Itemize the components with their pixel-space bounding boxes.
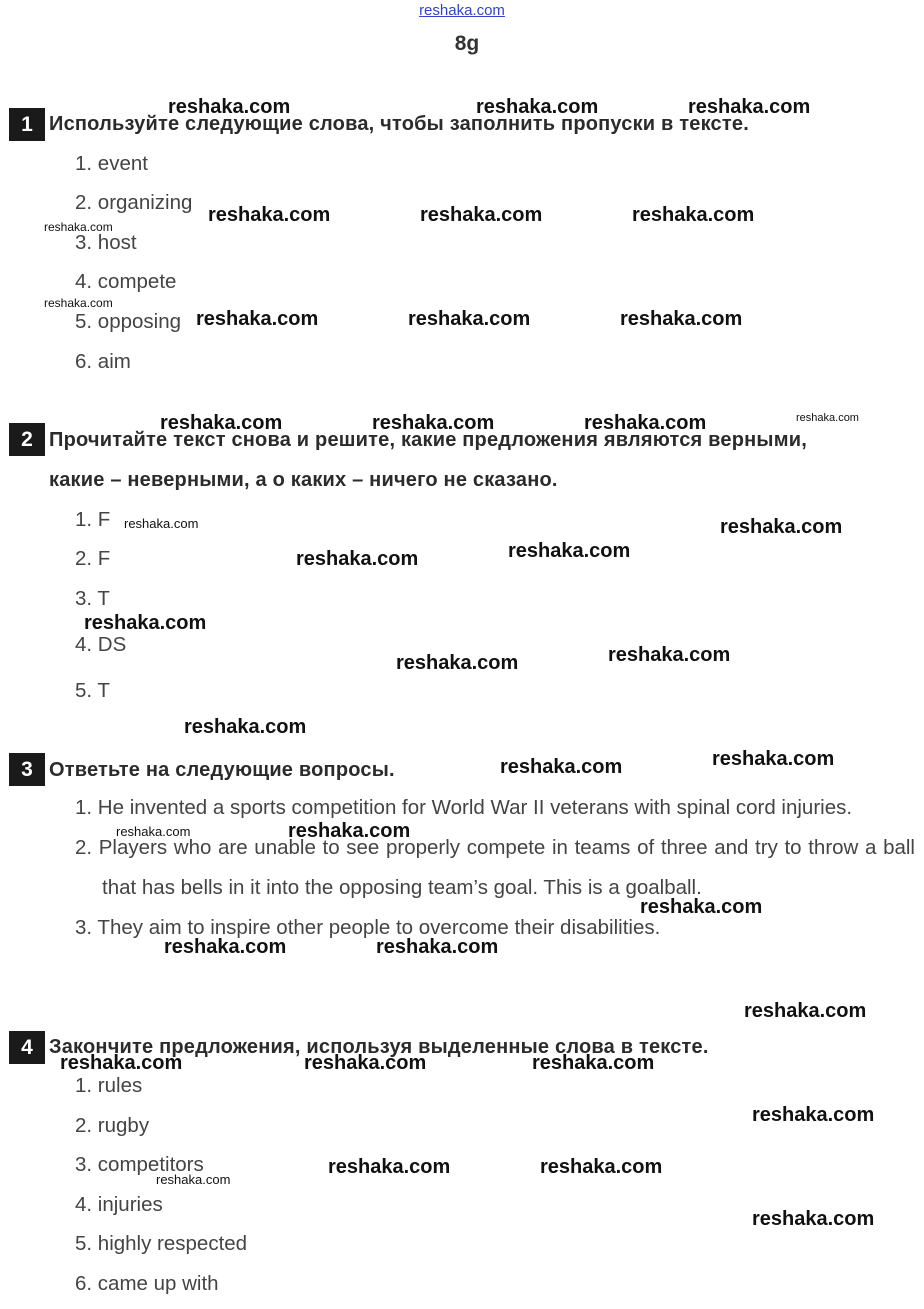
task-1-item: 2. organizing <box>75 191 193 214</box>
task-1-heading: Используйте следующие слова, чтобы заполнить пропуски в тексте. <box>49 113 749 135</box>
watermark: reshaka.com <box>540 1156 663 1178</box>
task-2-item: 1. F <box>75 508 111 531</box>
watermark: reshaka.com <box>296 548 419 570</box>
watermark: reshaka.com <box>60 1052 183 1074</box>
task-3-number: 3 <box>9 753 45 786</box>
task-2-heading-line2: какие – неверными, а о каких – ничего не сказано. <box>49 469 558 491</box>
watermark: reshaka.com <box>476 96 599 118</box>
task-2-heading-line1: Прочитайте текст снова и решите, какие предложения являются верными, <box>49 429 807 451</box>
watermark: reshaka.com <box>196 308 319 330</box>
watermark: reshaka.com <box>304 1052 427 1074</box>
watermark: reshaka.com <box>744 1000 867 1022</box>
task-4-item: 5. highly respected <box>75 1232 248 1255</box>
watermark: reshaka.com <box>712 748 835 770</box>
task-2-item: 2. F <box>75 547 111 570</box>
watermark: reshaka.com <box>752 1104 875 1126</box>
task-2-item: 5. T <box>75 679 110 702</box>
task-1-number: 1 <box>9 108 45 141</box>
page-title: 8g <box>454 32 480 55</box>
watermark: reshaka.com <box>420 204 543 226</box>
watermark-small: reshaka.com <box>796 412 859 424</box>
task-3-answer: 3. They aim to inspire other people to overcome their disabilities. <box>75 916 661 939</box>
task-4-heading: Закончите предложения, используя выделенные слова в тексте. <box>49 1036 709 1058</box>
task-4-item: 1. rules <box>75 1074 143 1097</box>
site-link[interactable]: reshaka.com <box>419 2 505 19</box>
watermark: reshaka.com <box>164 936 287 958</box>
watermark: reshaka.com <box>508 540 631 562</box>
task-3-answer: 2. Players who are unable to see properly compete in teams of three and try to throw a ball that has bells in it into the opposing team’s goal. This is a goalball. <box>75 836 915 899</box>
task-4-item: 3. competitors <box>75 1153 204 1176</box>
watermark-small: reshaka.com <box>124 516 199 531</box>
watermark: reshaka.com <box>640 896 763 918</box>
task-3-answer: 1. He invented a sports competition for World War II veterans with spinal cord injuries. <box>75 796 853 819</box>
watermark: reshaka.com <box>376 936 499 958</box>
watermark-small: reshaka.com <box>156 1172 231 1187</box>
task-4-item: 2. rugby <box>75 1114 150 1137</box>
watermark: reshaka.com <box>532 1052 655 1074</box>
task-1-item: 1. event <box>75 152 148 175</box>
watermark: reshaka.com <box>688 96 811 118</box>
watermark: reshaka.com <box>208 204 331 226</box>
watermark: reshaka.com <box>632 204 755 226</box>
task-1-item: 3. host <box>75 231 137 254</box>
watermark: reshaka.com <box>184 716 307 738</box>
watermark: reshaka.com <box>288 820 411 842</box>
watermark: reshaka.com <box>168 96 291 118</box>
watermark-small: reshaka.com <box>44 220 113 234</box>
watermark: reshaka.com <box>720 516 843 538</box>
watermark: reshaka.com <box>160 412 283 434</box>
watermark: reshaka.com <box>752 1208 875 1230</box>
task-3-heading: Ответьте на следующие вопросы. <box>49 759 395 781</box>
watermark: reshaka.com <box>620 308 743 330</box>
task-1-item: 4. compete <box>75 270 177 293</box>
watermark: reshaka.com <box>608 644 731 666</box>
task-4-item: 4. injuries <box>75 1193 163 1216</box>
watermark: reshaka.com <box>372 412 495 434</box>
task-3-answers <box>75 788 915 948</box>
watermark: reshaka.com <box>500 756 623 778</box>
watermark: reshaka.com <box>396 652 519 674</box>
watermark: reshaka.com <box>84 612 207 634</box>
watermark: reshaka.com <box>408 308 531 330</box>
watermark: reshaka.com <box>328 1156 451 1178</box>
task-2-number: 2 <box>9 423 45 456</box>
watermark: reshaka.com <box>584 412 707 434</box>
task-1-item: 5. opposing <box>75 310 182 333</box>
watermark-small: reshaka.com <box>116 824 191 839</box>
watermark-small: reshaka.com <box>44 296 113 310</box>
task-4-item: 6. came up with <box>75 1272 219 1295</box>
task-1-item: 6. aim <box>75 350 131 373</box>
task-2-item: 4. DS <box>75 633 127 656</box>
task-2-item: 3. T <box>75 587 110 610</box>
task-4-number: 4 <box>9 1031 45 1064</box>
